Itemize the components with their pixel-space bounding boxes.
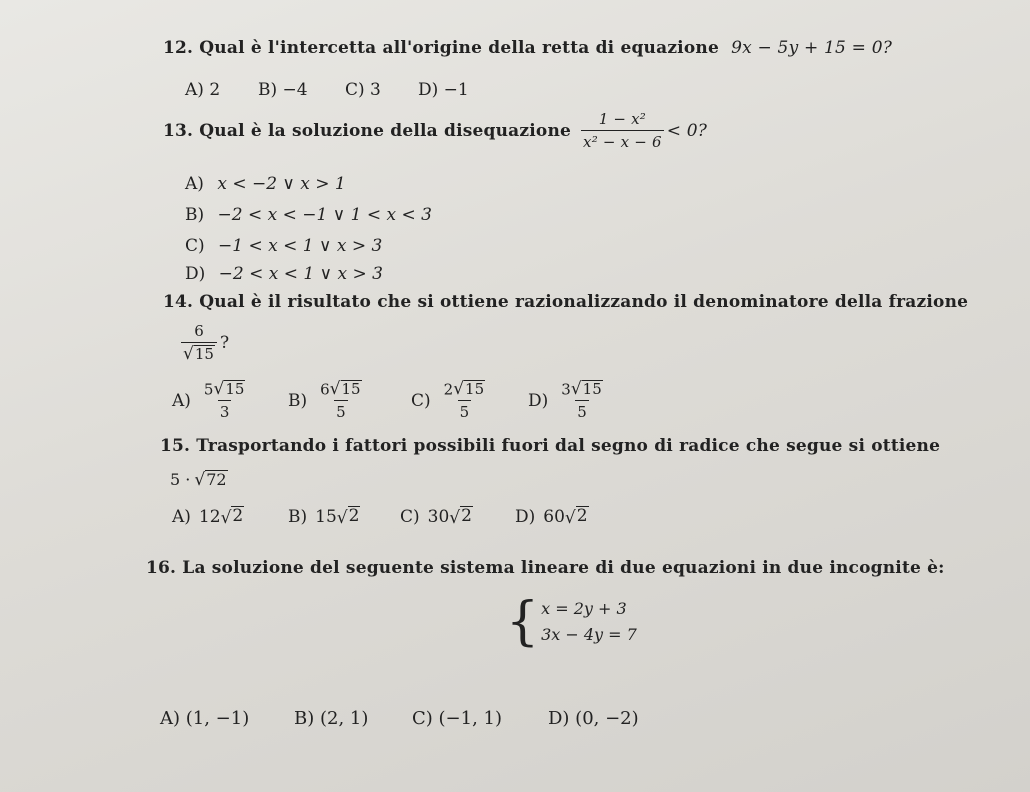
q14-d-den: 5 bbox=[575, 400, 589, 421]
q13-option-b bbox=[185, 205, 432, 225]
q14-option-a-label: A) bbox=[172, 390, 191, 411]
q14-c-coef: 2 bbox=[443, 380, 454, 399]
q15-option-a: A) 12 √ 2 bbox=[172, 506, 244, 528]
q13-option-a-expr: x < −2 ∨ x > 1 bbox=[217, 174, 346, 194]
q14-denominator bbox=[181, 342, 217, 363]
question-15-text: 15. Trasportando i fattori possibili fuori dal segno di radice che segue si ottiene bbox=[160, 436, 941, 456]
question-13-fraction bbox=[581, 110, 664, 151]
q12-option-b: B) −4 bbox=[258, 80, 308, 100]
q13-option-d-expr: −2 < x < 1 ∨ x > 3 bbox=[218, 264, 383, 284]
q15-radicand: 72 bbox=[206, 470, 227, 489]
q12-option-c: C) 3 bbox=[345, 80, 381, 100]
q13-denominator: x² − x − 6 bbox=[581, 130, 664, 151]
question-14-fraction bbox=[178, 322, 229, 363]
q13-option-b-label: B) bbox=[185, 205, 205, 225]
q16-option-c: C) (−1, 1) bbox=[412, 708, 502, 729]
q14-numerator: 6 bbox=[194, 322, 204, 340]
q14-option-c-frac: 2 √ 15 5 bbox=[443, 379, 485, 422]
q16-option-a: A) (1, −1) bbox=[160, 708, 250, 729]
q14-option-c-label: C) bbox=[411, 390, 431, 411]
q14-fraction bbox=[181, 322, 217, 363]
q13-option-b-expr: −2 < x < −1 ∨ 1 < x < 3 bbox=[217, 205, 432, 225]
q14-b-coef: 6 bbox=[320, 380, 330, 399]
q14-option-b-frac: 6 √ 15 5 bbox=[320, 379, 361, 422]
question-12-text: 12. Qual è l'intercetta all'origine della retta di equazione bbox=[163, 38, 719, 58]
q15-a-radicand: 2 bbox=[232, 506, 244, 526]
q12-option-d: D) −1 bbox=[418, 80, 469, 100]
q13-option-d bbox=[185, 264, 383, 284]
q15-b-radicand: 2 bbox=[348, 506, 360, 526]
q14-d-radicand: 15 bbox=[582, 380, 602, 398]
question-12-equation: 9x − 5y + 15 = 0? bbox=[731, 38, 893, 58]
q15-option-c-label: C) bbox=[400, 506, 420, 527]
q15-b-coef: 15 bbox=[315, 506, 337, 527]
q15-d-radicand: 2 bbox=[576, 506, 588, 526]
system-equations bbox=[541, 596, 637, 648]
q14-b-radicand: 15 bbox=[341, 380, 361, 398]
question-16-text: 16. La soluzione del seguente sistema lineare di due equazioni in due incognite è: bbox=[146, 558, 945, 578]
q13-option-c-label: C) bbox=[185, 236, 205, 256]
q15-option-c: C) 30 √ 2 bbox=[400, 506, 472, 528]
system-equation-2: 3x − 4y = 7 bbox=[541, 625, 637, 644]
q14-d-coef: 3 bbox=[561, 380, 571, 399]
q12-option-a: A) 2 bbox=[185, 80, 221, 100]
q15-option-b-label: B) bbox=[288, 506, 308, 527]
question-12 bbox=[163, 38, 892, 58]
question-15-expression: 5 · √ 72 bbox=[170, 470, 227, 491]
q14-b-den: 5 bbox=[334, 400, 348, 421]
q13-option-a-label: A) bbox=[185, 174, 204, 194]
q14-option-c bbox=[411, 380, 490, 421]
left-brace: { bbox=[506, 592, 540, 652]
q14-option-a bbox=[172, 380, 250, 421]
q15-option-a-label: A) bbox=[172, 506, 191, 527]
q14-qmark: ? bbox=[219, 332, 230, 353]
linear-system bbox=[506, 592, 637, 652]
q14-a-den: 3 bbox=[218, 400, 232, 421]
q15-d-coef: 60 bbox=[543, 506, 565, 527]
q15-c-radicand: 2 bbox=[461, 506, 472, 526]
question-14-text: 14. Qual è il risultato che si ottiene razionalizzando il denominatore della frazione bbox=[163, 292, 969, 312]
q14-option-a-frac: 5 √ 15 3 bbox=[203, 379, 245, 422]
q13-tail: < 0? bbox=[666, 120, 708, 141]
q14-a-coef: 5 bbox=[203, 380, 214, 399]
q15-option-d: D) 60 √ 2 bbox=[515, 506, 588, 528]
q14-option-d bbox=[528, 380, 608, 421]
q14-option-d-label: D) bbox=[528, 390, 549, 411]
q16-option-b: B) (2, 1) bbox=[294, 708, 369, 729]
q13-option-c-expr: −1 < x < 1 ∨ x > 3 bbox=[218, 236, 383, 256]
q16-option-d: D) (0, −2) bbox=[548, 708, 639, 729]
q15-option-b: B) 15 √ 2 bbox=[288, 506, 360, 528]
q14-option-d-frac: 3 √ 15 5 bbox=[561, 379, 602, 422]
q14-option-b bbox=[288, 380, 367, 421]
sqrt-symbol: √ 15 bbox=[183, 344, 214, 365]
question-13 bbox=[163, 110, 707, 151]
q15-option-d-label: D) bbox=[515, 506, 536, 527]
q15-a-coef: 12 bbox=[198, 506, 221, 527]
q13-numerator: 1 − x² bbox=[598, 110, 647, 128]
question-13-text: 13. Qual è la soluzione della disequazione bbox=[163, 120, 572, 141]
q14-option-b-label: B) bbox=[288, 390, 308, 411]
q14-c-den: 5 bbox=[458, 400, 472, 421]
system-equation-1: x = 2y + 3 bbox=[541, 599, 627, 618]
q14-c-radicand: 15 bbox=[465, 380, 485, 398]
q13-option-d-label: D) bbox=[185, 264, 206, 284]
q15-c-coef: 30 bbox=[427, 506, 450, 527]
q15-coef: 5 · bbox=[170, 470, 191, 490]
q13-option-a bbox=[185, 174, 346, 194]
q14-den-radicand: 15 bbox=[194, 345, 214, 363]
q14-a-radicand: 15 bbox=[225, 380, 245, 398]
q13-option-c bbox=[185, 236, 382, 256]
